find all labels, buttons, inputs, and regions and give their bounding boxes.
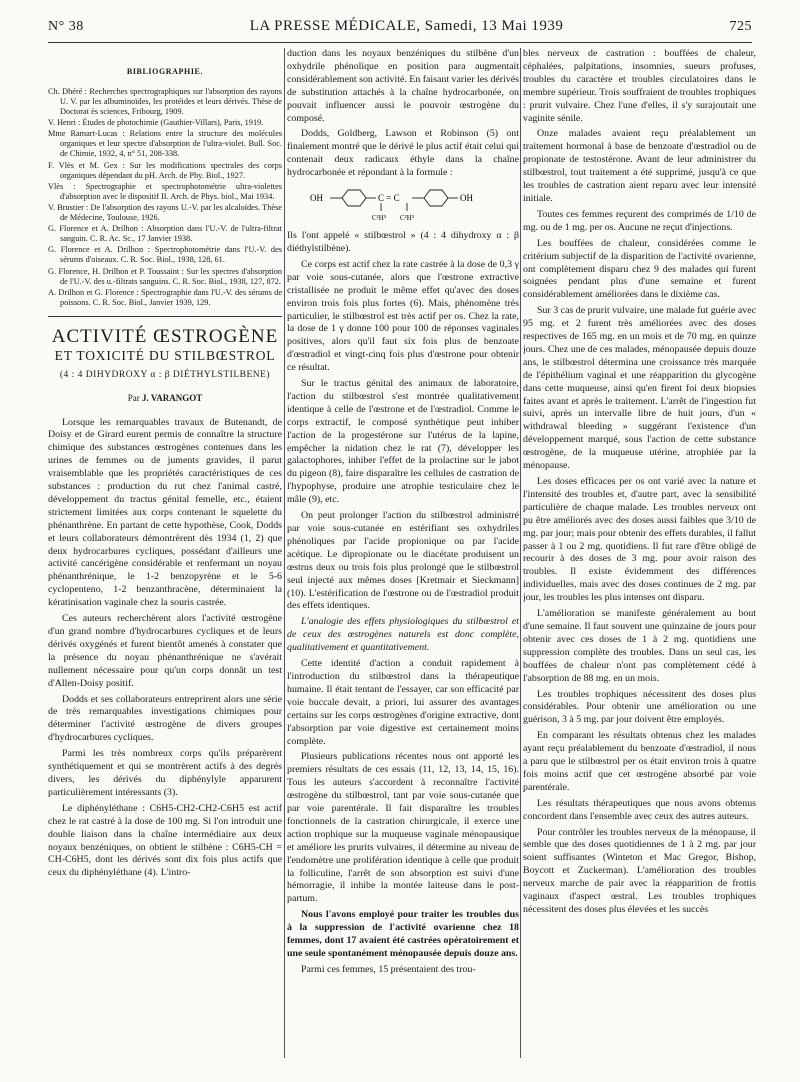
paragraph: Les doses efficaces per os ont varié avec la nature et l'intensité des troubles et, d'autre part, avec la sensibilité particulière de chaque malade. Les troubles nerveux ont pu être améliorés avec des doses aussi faibles que 3/10 de mg. par jour; mais pour obtenir des effets durables, il fallut passer à 1 ou 2 mg. quotidiens. Il fut rare d'être obligé de recourir à des doses de 3 mg. pour avoir raison des troubles. Il existe évidemment des différences individuelles, mais avec des doses continues de 2 mg. par jour, les troubles les plus intenses ont disparu. — [523, 476, 756, 604]
paragraph: Le diphényléthane : C6H5-CH2-CH2-C6H5 est actif chez le rat castré à la dose de 100 mg. Si l'on introduit une double liaison dans la chaîne intermédiaire aux deux noyaux benzéniques, on obtient le stilbène : C6H5-CH = CH-C6H5, dont les dérivés sont dix fois plus actifs que ceux du diphényléthane (4). L'intro- — [48, 802, 282, 879]
paragraph: On peut prolonger l'action du stilbœstrol administré par voie sous-cutanée en estérifiant ses oxhydriles phénoliques par l'acide propionique ou par l'acide acétique. Le dipropionate ou le diacétate produisent un œstrus deux ou trois fois plus prolongé que le stilbœstrol seul injecté aux mêmes doses [Kretmair et Sieckmann] (10). L'estérification de l'œstrone ou de l'œstradiol produit des effets identiques. — [287, 510, 519, 612]
benzene-ring-left — [342, 190, 366, 206]
bibliography-entry: Mme Ramart-Lucas : Relations entre la structure des molécules organiques et leur spectre d'absorption de l'ultra-violet. Bull. Soc. de Chimie, 1932, 4, n° 51, 208-338. — [48, 129, 282, 159]
bibliography-list — [48, 87, 282, 308]
paragraph: Parmi les très nombreux corps qu'ils préparèrent synthétiquement et qui se montrèrent actifs à des degrés divers, les dérivés du diphénylyle apparurent particulièrement intéressants (3). — [48, 748, 282, 798]
article-title: ACTIVITÉ ŒSTROGÈNE — [51, 325, 279, 347]
paragraph: Dodds et ses collaborateurs entreprirent alors une série de très remarquables investigations chimiques pour déterminer l'activité œstrogène de divers groupes d'hydrocarbures cycliques. — [48, 693, 282, 744]
paragraph: Nous l'avons employé pour traiter les troubles dus à la suppression de l'activité ovarienne chez 18 femmes, dont 17 avaient été castrées opératoirement et une seule spontanément ménopausée depuis douze ans. — [287, 909, 519, 959]
bibliography-entry: F. Vlès et M. Gex : Sur les modifications spectrales des corps organiques dépendant du pH. Arch. de Phy. Biol., 1927. — [48, 160, 282, 180]
bibliography-entry: A. Drilhon et G. Florence : Spectrographie dans l'U.-V. des sérums de poissons. C. R. Soc. Biol., Janvier 1939, 129. — [48, 287, 282, 307]
column-divider — [520, 48, 521, 1058]
paragraph: Ils l'ont appelé « stilbœstrol » (4 : 4 dihydroxy α : β diéthylstilbène). — [287, 230, 519, 254]
paragraph: Sur le tractus génital des animaux de laboratoire, l'action du stilbœstrol s'est montrée qualitativement identique à celle de l'œstrone et de l'œstradiol. Comme le corps extractif, le composé synthétique peut inhiber l'action de la progestérone sur l'utérus de la lapine, empêcher la nidation chez le rat (7), développer les galactophores, inhiber l'effet de la prolactine sur le jabot du pigeon (8), faire disparaître les cellules de castration de l'hypophyse, produire une atrophie testiculaire chez le mâle (9), etc. — [287, 378, 519, 506]
journal-title: LA PRESSE MÉDICALE, Samedi, 13 Mai 1939 — [249, 18, 564, 34]
paragraph: Toutes ces femmes reçurent des comprimés de 1/10 de mg. ou de 1 mg. per os. Aucune ne reçut d'injections. — [523, 208, 756, 233]
page-header — [48, 18, 752, 40]
benzene-ring-right — [424, 190, 448, 206]
paragraph: Parmi ces femmes, 15 présentaient des trou- — [301, 963, 476, 975]
paragraph: Sur 3 cas de prurit vulvaire, une malade fut guérie avec 95 mg. et 2 furent très améliorées avec des doses respectives de 165 mg. en un mois et de 70 mg. en quinze jours. Chez une de ces malades, ménopausée depuis douze ans, le stilbœstrol détermina une croissance très marquée de l'épithélium vaginal et une réapparition du glycogène dans cette muqueuse, ainsi qu'en firent foi deux biopsies faites avant et après le traitement. L'arrêt de l'ingestion fut suivi, après un intervalle libre de huit jours, d'un « withdrawal bleeding » suggérant l'existence d'un développement marqué, sous l'action de cette substance œstrogène, de la muqueuse utérine, atrophiée par la ménopause. — [523, 305, 756, 472]
author-name: J. VARANGOT — [142, 392, 203, 403]
paragraph: Plusieurs publications récentes nous ont apporté les premiers résultats de ces essais (11, 12, 13, 14, 15, 16). Tous les auteurs s'accordent à reconnaître l'activité œstrogène du stilbœstrol, tant par voie sous-cutanée que par voie parentérale. Il fait disparaître les troubles fonctionnels de la castration chirurgicale, il exerce une action trophique sur la muqueuse vaginale ménopausique et améliore les prurits vulvaires, il détermine au niveau de l'endomètre une prolifération identique à celle que produit la folliculine, l'arrêt de son absorption est suivi d'une hémorragie, il inhibe la montée laiteuse dans le post-partum. — [287, 751, 519, 905]
paragraph: Les résultats thérapeutiques que nous avons obtenus concordent dans l'ensemble avec ceux des autres auteurs. — [523, 797, 756, 822]
column-divider — [284, 48, 285, 1058]
bibliography-entry: Vlès : Spectrographie et spectrophotométrie ultra-violettes d'absorption avec le dispositif II. Arch. de Phys. biol., Mai 1934. — [48, 181, 282, 201]
formula-chain: C = C — [378, 193, 400, 204]
bibliography-title: BIBLIOGRAPHIE. — [126, 67, 204, 76]
bibliography-entry: V. Brustier : De l'absorption des rayons U.-V. par les alcaloïdes. Thèse de Médecine, Toulouse, 1926. — [48, 202, 282, 223]
formula-oh-right: OH — [460, 193, 473, 204]
issue-number: N° 38 — [48, 19, 84, 34]
paragraph: Onze malades avaient reçu préalablement un traitement hormonal à base de benzoate d'œstradiol ou de propionate de testostérone. Avant de leur administrer du stilbœstrol, tout traitement a été supprimé, jusqu'à ce que les troubles de castration aient reparu avec leur intensité initiale. — [523, 128, 756, 204]
article-subtitle: ET TOXICITÉ DU STILBŒSTROL — [54, 347, 276, 363]
formula-ethyl-1: C²H⁵ — [372, 214, 387, 223]
bibliography-entry: G. Florence et A. Drilhon : Spectrophotométrie dans l'U.-V. des sérums d'oiseaux. C. R. Soc. Biol., 1938, 128, 61. — [48, 245, 282, 265]
paragraph: duction dans les noyaux benzéniques du stilbène d'un oxhydrile phénolique en position para augmentait considérablement son activité. En faisant varier les dérivés de substitution attachés à la chaîne hydrocarbonée, on pouvait influencer aussi le pouvoir œstrogène du composé. — [287, 48, 519, 124]
article-subtitle-formula: (4 : 4 DIHYDROXY α : β DIÉTHYLSTILBENE) — [59, 369, 271, 380]
column-2 — [287, 48, 519, 1068]
paragraph: Ce corps est actif chez la rate castrée à la dose de 0,3 γ par voie sous-cutanée, alors que l'œstrone extractive cristallisée ne produit le même effet qu'avec des doses environ trois fois plus fortes (6). Mais, phénomène très particulier, le stilbœstrol est très actif per os. Chez la rate, la dose de 1 γ donne 100 pour 100 de réponses vaginales positives, alors qu'il faut six fois plus de benzoate d'œstradiol et vingt-cinq fois plus d'œstrone pour obtenir ce résultat. — [287, 258, 519, 374]
page-number: 725 — [729, 19, 752, 34]
header-rule — [48, 42, 752, 43]
paragraph: Cette identité d'action a conduit rapidement à l'introduction du stilbœstrol dans la thérapeutique humaine. Il était tentant de l'essayer, car son efficacité par voie buccale devait, a priori, lui assurer des avantages certains sur les corps œstrogènes d'origine extractive, dont l'absorption par voie digestive est certainement moins complète. — [287, 658, 519, 747]
paragraph: L'analogie des effets physiologiques du stilbœstrol et de ceux des œstrogènes naturels est donc complète, qualitativement et quantitativement. — [287, 616, 519, 654]
stilboestrol-formula — [287, 184, 519, 224]
paragraph: Les troubles trophiques nécessitent des doses plus considérables. Pour obtenir une amélioration ou une guérison, 3 à 5 mg. par jour doivent être employés. — [523, 688, 756, 726]
formula-ethyl-2: C²H⁵ — [400, 214, 415, 223]
bibliography-entry: Ch. Dhéré : Recherches spectrographiques sur l'absorption des rayons U. V. par les albuminoïdes, les protéides et leurs dérivés. Thèse de Doctorat ès sciences, Fribourg, 1909. — [48, 86, 282, 117]
column-1 — [48, 48, 282, 1068]
paragraph: Les bouffées de chaleur, considérées comme le critérium subjectif de la disparition de l'activité ovarienne, ont complètement disparu chez 9 des malades qui furent soignées pendant plus d'une semaine et furent considérablement améliorées dans le dixième cas. — [523, 237, 756, 301]
author-prefix: Par — [127, 392, 140, 403]
paragraph: Pour contrôler les troubles nerveux de la ménopause, il semble que des doses quotidiennes de 1 à 2 mg. par jour soient suffisantes (Winteton et Mac Gregor, Bishop, Boycott et Zuckerman). L'amélioration des troubles nerveux marche de pair avec la réapparition de frottis vaginaux d'aspect œstral. Les troubles trophiques nécessitent des doses plus élevées et les succès — [523, 826, 756, 915]
paragraph: Ces auteurs recherchèrent alors l'activité œstrogène d'un grand nombre d'hydrocarbures cycliques et de leurs dérivés oxygénés et furent bientôt amenés à constater que la présence du noyau phénanthrénique ne s'avérait nullement nécessaire pour qu'un corps donnât un test d'Allen-Doisy positif. — [48, 613, 282, 689]
paragraph: Lorsque les remarquables travaux de Butenandt, de Doisy et de Girard eurent permis de connaître la structure chimique des substances œstrogènes contenues dans les urines de femmes ou de juments gravides, il parut vraisemblable que les propriétés caractéristiques de ces substances : production du rut chez l'animal castré, développement du tractus génital femelle, etc., étaient strictement limitées aux corps contenant le squelette du phénanthrène. En partant de cette hypothèse, Cook, Dodds et leurs collaborateurs démontrèrent dès 1934 (1, 2) que deux hydrocarbures cycliques, possédant d'ailleurs une activité cancérigène considérable et renfermant un noyau phénanthrénique, le 1-2 benzopyrène et le 5-6 cyclopenteno, 1-2 benzanthracène, déterminaient la kératinisation vaginale chez la souris castrée. — [48, 416, 282, 609]
bibliography-entry: G. Florence et A. Drilhon : Absorption dans l'U.-V. de l'ultra-filtrat sanguin. C. R. Ac. Sc., 17 Janvier 1938. — [48, 224, 282, 244]
formula-diagram — [308, 184, 498, 224]
paragraph: Dodds, Goldberg, Lawson et Robinson (5) ont finalement montré que le dérivé le plus actif était celui qui contenait deux radicaux éthyle dans la chaîne hydrocarbonée et répondant à la formule : — [287, 128, 519, 179]
column-3 — [523, 48, 756, 1068]
formula-oh-left: OH — [310, 193, 323, 204]
article-separator — [48, 316, 282, 317]
bibliography-entry: V. Henri : Études de photochimie (Gauthier-Villars), Paris, 1919. — [48, 118, 264, 128]
paragraph: bles nerveux de castration : bouffées de chaleur, céphalées, palpitations, insomnies, sueurs profuses, troubles du caractère et troubles circulatoires dans le membre supérieur. Trois souffraient de troubles trophiques : prurit vulvaire. Chez l'une d'elles, il s'y surajoutait une vaginite sénile. — [523, 48, 756, 124]
paragraph: L'amélioration se manifeste généralement au bout d'une semaine. Il faut souvent une quinzaine de jours pour obtenir avec ces doses de 1 à 2 mg. quotidiens une suppression complète des troubles. Dans un seul cas, les bouffées de chaleur n'ont pas complètement cédé à l'absorption de 88 mg. en un mois. — [523, 608, 756, 684]
article-author — [48, 392, 282, 405]
bibliography-entry: G. Florence, H. Drilhon et P. Toussaint : Sur les spectres d'absorption de l'U.-V. des u.-filtrats sanguins. C. R. Soc. Biol., 1938, 127, 872. — [48, 266, 282, 286]
paragraph: En comparant les résultats obtenus chez les malades ayant reçu préalablement du benzoate d'œstradiol, il nous a paru que le stilbœstrol per os était environ trois à quatre fois moins actif que cet œstrogène absorbé par voie parentérale. — [523, 730, 756, 793]
